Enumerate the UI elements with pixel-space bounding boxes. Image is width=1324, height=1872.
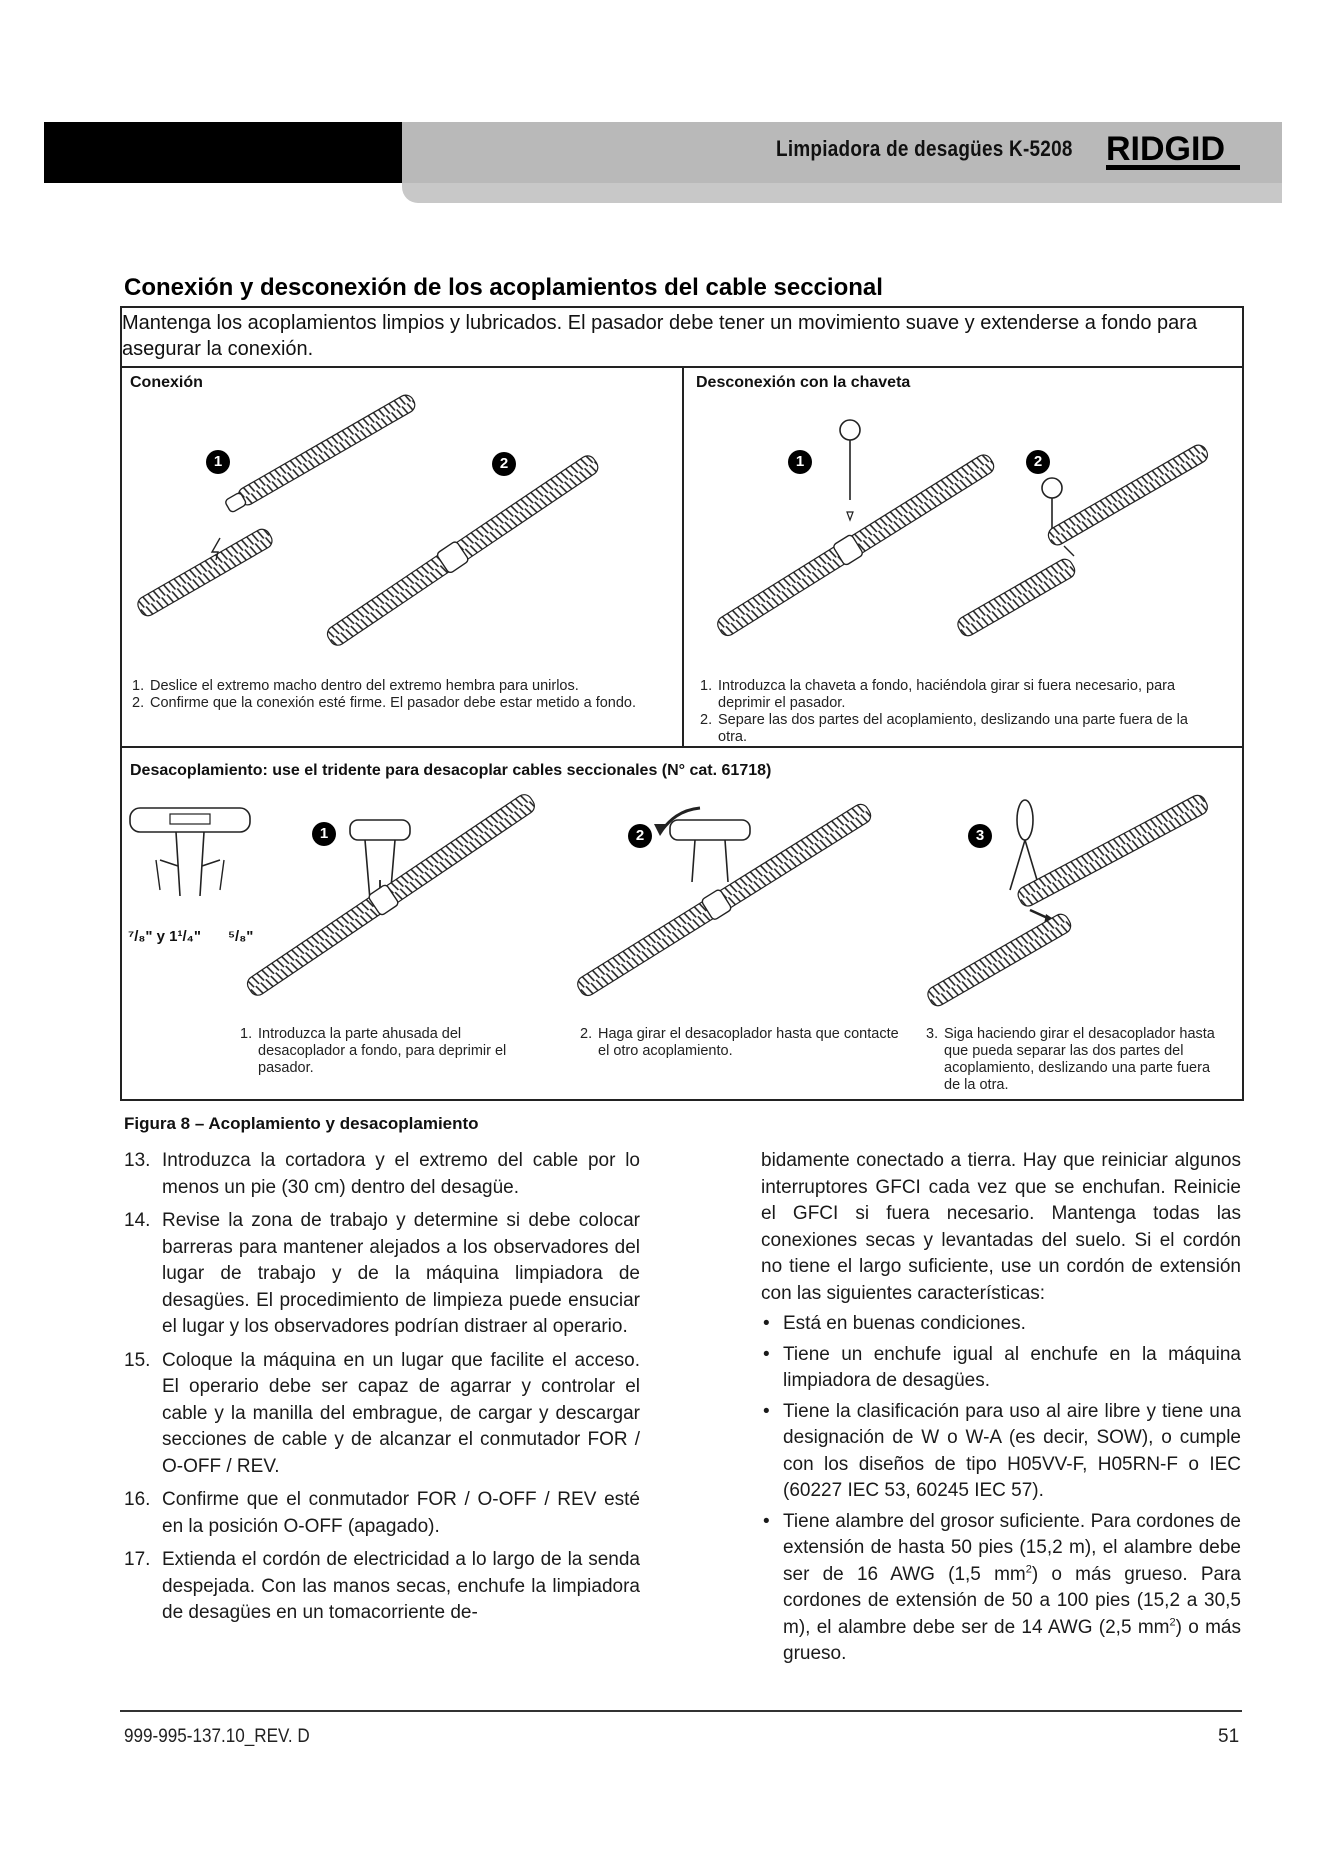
figure-intro: Mantenga los acoplamientos limpios y lubricados. El pasador debe tener un movimiento suave y extenderse a fondo para asegurar la conexión. <box>122 312 1198 360</box>
list-item: 2. Confirme que la conexión esté firme. El pasador debe estar metido a fondo. <box>132 695 637 711</box>
conexion-steps <box>132 678 652 712</box>
list-item: 13. Introduzca la cortadora y el extremo del cable por lo menos un pie (30 cm) dentro del desagüe. <box>124 1150 640 1198</box>
conexion-marker-1: 1 <box>206 450 230 474</box>
figure-caption: Figura 8 – Acoplamiento y desacoplamiento <box>124 1114 479 1133</box>
conexion-illustration <box>130 400 670 660</box>
header-title: Limpiadora de desagües K-5208 <box>776 136 1073 161</box>
list-item: 17. Extienda el cordón de electricidad a lo largo de la senda despejada. Con las manos secas, enchufe la limpiadora de desagües en un tomacorriente de- <box>124 1549 640 1623</box>
list-item: 2. Haga girar el desacoplador hasta que contacte el otro acoplamiento. <box>580 1026 899 1059</box>
paragraph: bidamente conectado a tierra. Hay que reiniciar algunos interruptores GFCI cada vez que se enchufan. Reinicie el GFCI si fuera necesario. Mantenga todas las conexiones secas y levantadas del suelo. Si el cordón no tiene el largo suficiente, use un cordón de extensión con las siguientes características: <box>761 1150 1241 1304</box>
conexion-label: Conexión <box>130 374 203 391</box>
ridgid-logo <box>1106 127 1246 175</box>
desconexion-illustration <box>700 400 1240 660</box>
conexion-marker-2: 2 <box>492 452 516 476</box>
desconexion-marker-1: 1 <box>788 450 812 474</box>
desconexion-label: Desconexión con la chaveta <box>696 374 911 391</box>
list-item: 1. Introduzca la parte ahusada del desacoplador a fondo, para deprimir el pasador. <box>240 1026 507 1076</box>
desacoplamiento-step-1 <box>240 1026 540 1077</box>
list-item: • Está en buenas condiciones. <box>763 1313 1026 1334</box>
body-right-column <box>761 1148 1241 1672</box>
list-item: • Tiene la clasificación para uso al aire libre y tiene una designación de W o W-A (es decir, SOW), o cumple con los diseños de tipo H05VV-F, H05RN-F o IEC (60227 IEC 53, 60245 IEC 57). <box>763 1400 1241 1501</box>
doc-number: 999-995-137.10_REV. D <box>124 1726 310 1747</box>
svg-text:RIDGID: RIDGID <box>1106 130 1225 168</box>
list-item: 1. Deslice el extremo macho dentro del extremo hembra para unirlos. <box>132 678 579 694</box>
desconexion-steps <box>700 678 1220 746</box>
list-item: 14. Revise la zona de trabajo y determine si debe colocar barreras para mantener alejados a los observadores del lugar de trabajo y de la máquina limpiadora de desagües. El procedimiento de limpieza puede ensuciar el lugar y los observadores podrían distraer al operario. <box>124 1210 640 1337</box>
figure-divider-bottom <box>120 746 1244 748</box>
figure-divider-middle <box>682 366 684 746</box>
desacoplamiento-marker-3: 3 <box>968 824 992 848</box>
list-item: • Tiene alambre del grosor suficiente. Para cordones de extensión de hasta 50 pies (15,2 m), el alambre debe ser de 16 AWG (1,5 $mm^2$) o más grueso. Para cordones de extensión de 50 a 100 pies (15,2 a 30,5 m), el alambre debe ser de 14 AWG (2,5 $mm^2$) o más grueso. <box>763 1510 1241 1664</box>
desacoplamiento-marker-1: 1 <box>312 822 336 846</box>
header-black-band <box>44 122 402 183</box>
body-left-column <box>124 1148 640 1634</box>
list-item: 15. Coloque la máquina en un lugar que facilite el acceso. El operario debe ser capaz de agarrar y controlar el cable y la manilla del embrague, de cargar y descargar secciones de cable y de alcanzar el conmutador FOR / O-OFF / REV. <box>124 1349 640 1477</box>
header-tab <box>402 183 1282 203</box>
desacoplamiento-marker-2: 2 <box>628 824 652 848</box>
desacoplamiento-illustration <box>240 790 1240 1020</box>
page-number: 51 <box>1218 1726 1240 1747</box>
section-title: Conexión y desconexión de los acoplamientos del cable seccional <box>124 274 883 301</box>
footer-rule <box>120 1710 1242 1712</box>
desacoplamiento-label: Desacoplamiento: use el tridente para desacoplar cables seccionales (N° cat. 61718) <box>130 762 772 779</box>
list-item: 2. Separe las dos partes del acoplamiento, deslizando una parte fuera de la otra. <box>700 712 1188 745</box>
size-label-large: ⁷/₈" y 1¹/₄" <box>128 928 201 945</box>
desacoplamiento-step-3 <box>926 1026 1226 1094</box>
list-item: 1. Introduzca la chaveta a fondo, haciéndola girar si fuera necesario, para deprimir el pasador. <box>700 678 1176 711</box>
desacoplamiento-step-2 <box>580 1026 900 1060</box>
desconexion-marker-2: 2 <box>1026 450 1050 474</box>
list-item: • Tiene un enchufe igual al enchufe en la máquina limpiadora de desagües. <box>763 1343 1241 1391</box>
list-item: 16. Confirme que el conmutador FOR / O-OFF / REV esté en la posición O-OFF (apagado). <box>124 1489 640 1537</box>
size-label-small: ⁵/₈" <box>228 928 254 945</box>
list-item: 3. Siga haciendo girar el desacoplador hasta que pueda separar las dos partes del acoplamiento, deslizando una parte fuera de la otra. <box>926 1026 1215 1093</box>
